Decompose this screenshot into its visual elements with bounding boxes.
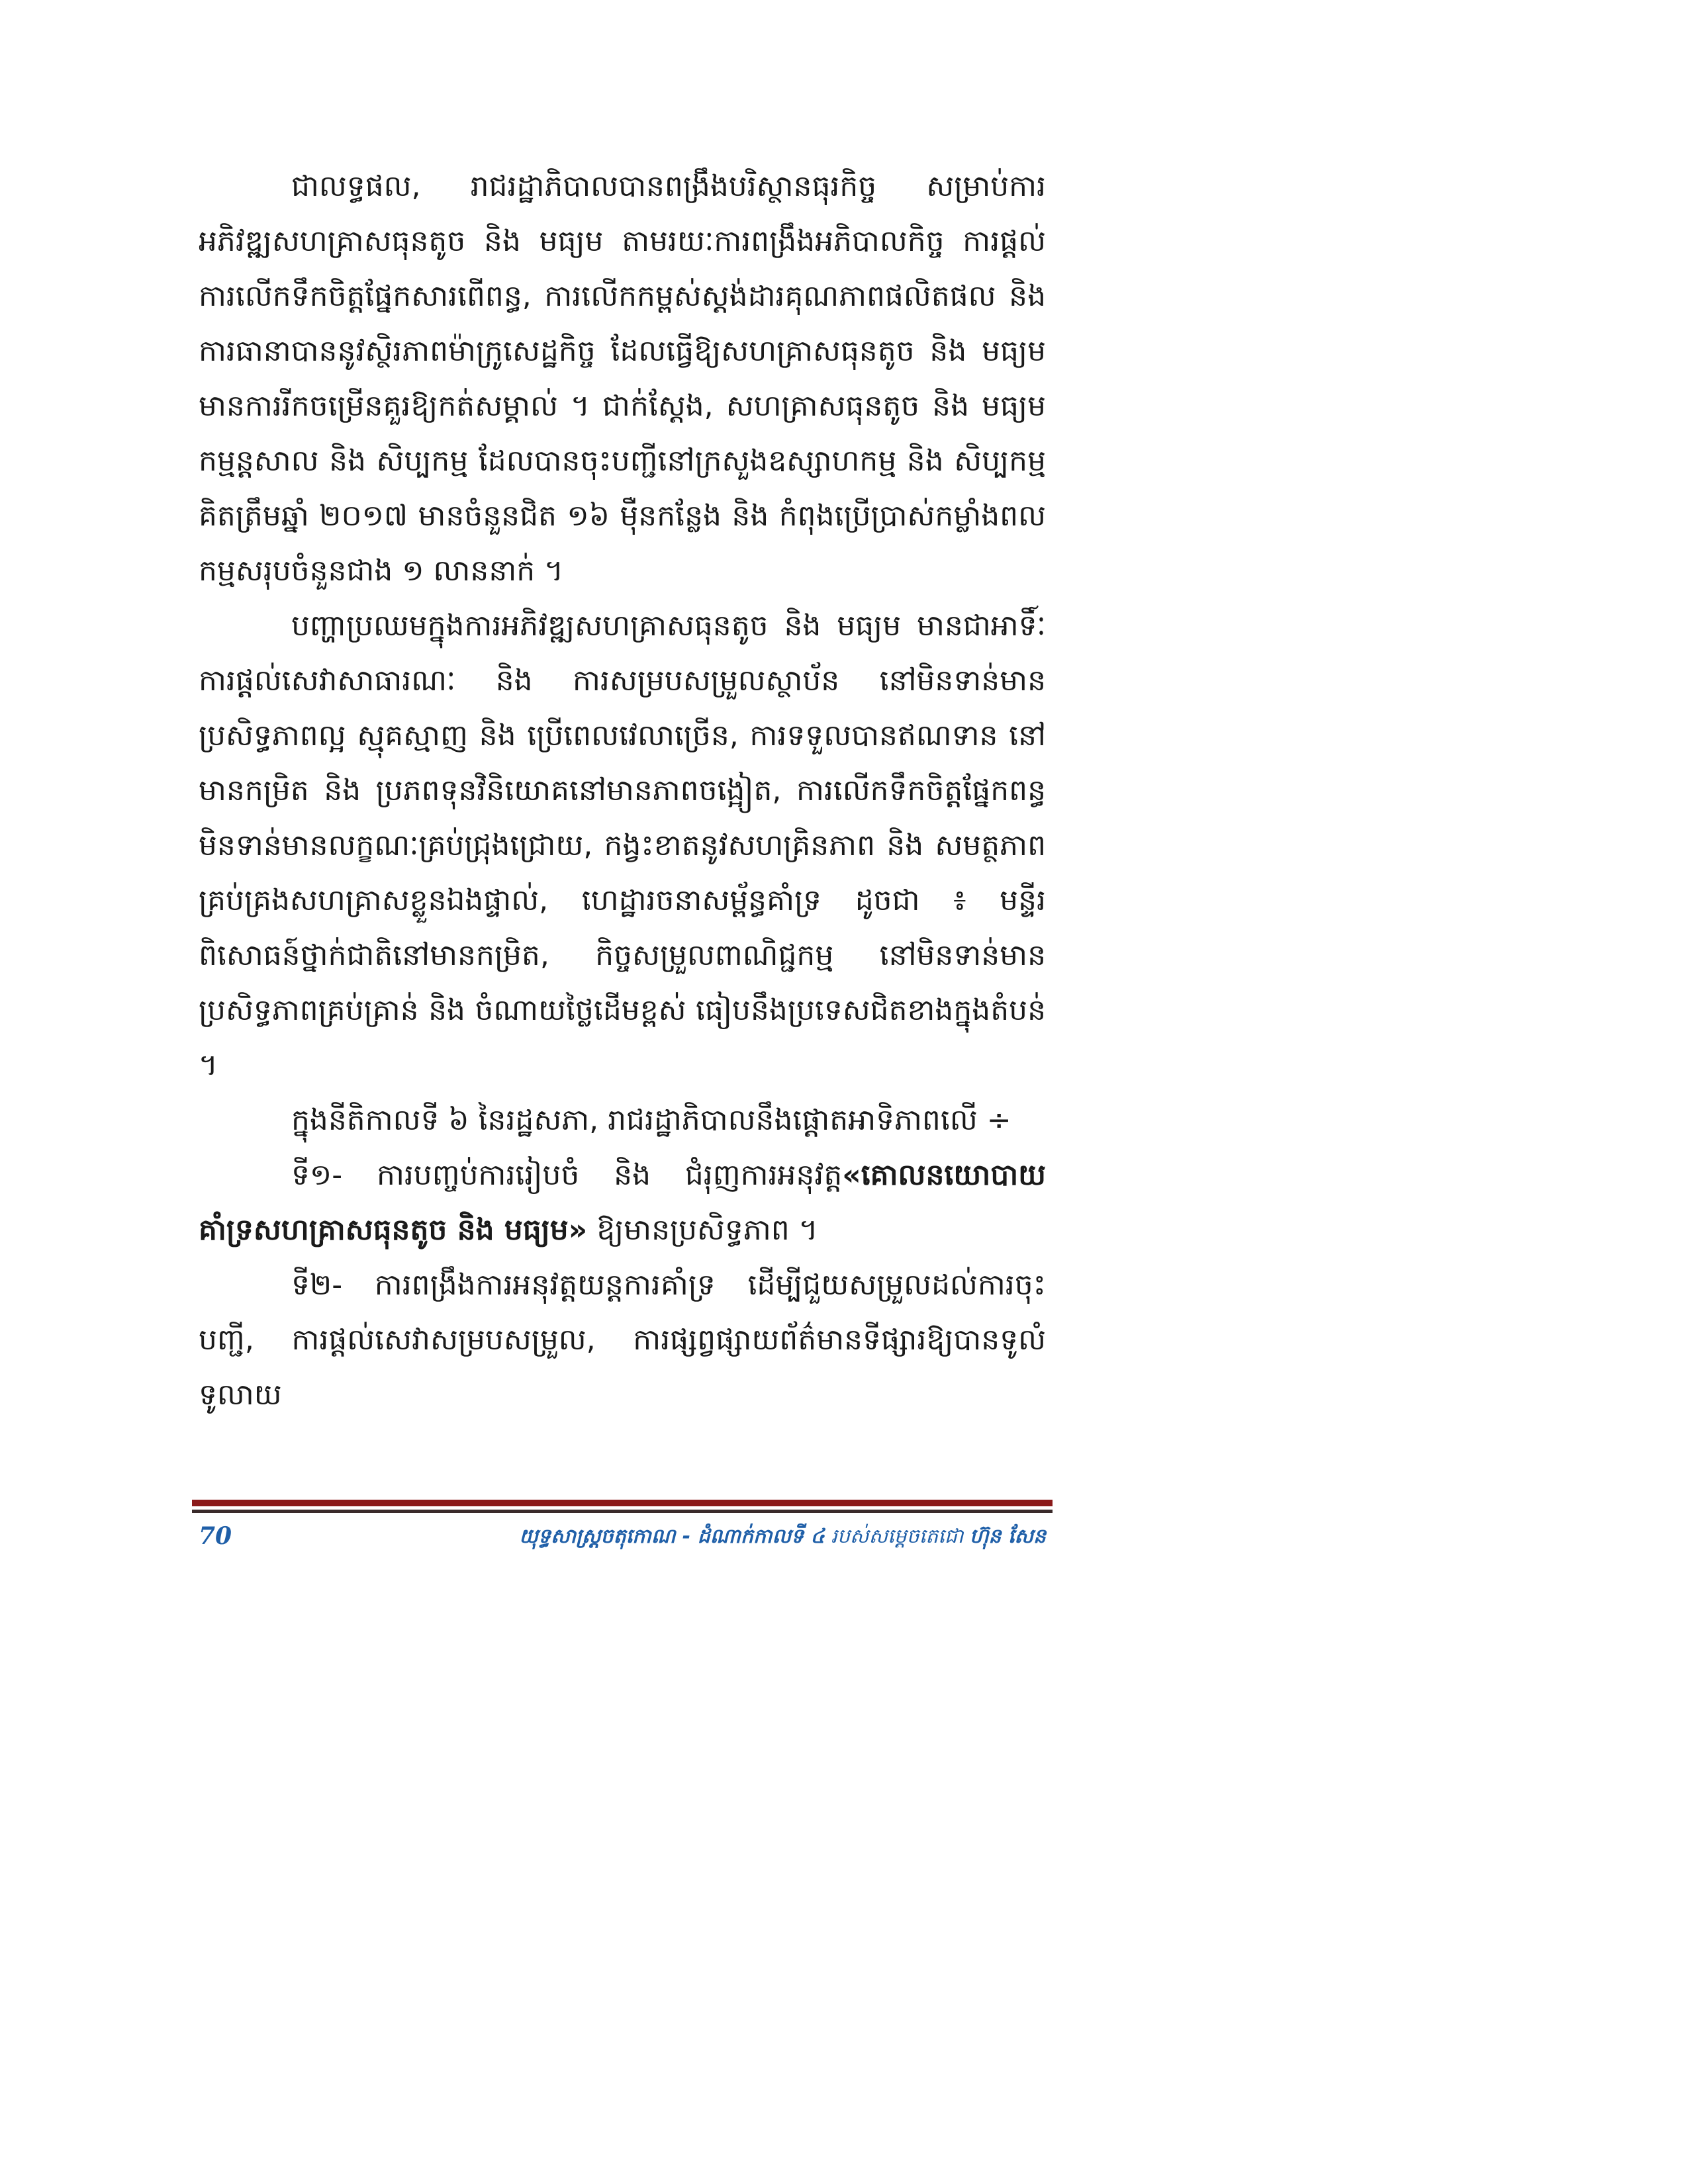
paragraph-challenges: បញ្ហាប្រឈមក្នុងការអភិវឌ្ឍសហគ្រាសធុនតូច និង មធ្យម មានជាអាទិ៍ៈ ការផ្តល់សេវាសាធារណៈ និង ការសម្របសម្រួលស្ថាប័ន នៅមិនទាន់មានប្រសិទ្ធភាពល្អ ស្មុគស្មាញ និង ប្រើពេលវេលាច្រើន, ការទទួលបានឥណទាន នៅមានកម្រិត និង ប្រភពទុនវិនិយោគនៅមានភាពចង្អៀត, ការលើកទឹកចិត្តផ្នែកពន្ធមិនទាន់មានលក្ខណៈគ្រប់ជ្រុងជ្រោយ, កង្វះខាតនូវសហគ្រិនភាព និង សមត្ថភាពគ្រប់គ្រងសហគ្រាសខ្លួនឯងផ្ទាល់, ហេដ្ឋារចនាសម្ព័ន្ធគាំទ្រ ដូចជា ៖ មន្ទីរពិសោធន៍ថ្នាក់ជាតិនៅមានកម្រិត, កិច្ចសម្រួលពាណិជ្ជកម្ម នៅមិនទាន់មានប្រសិទ្ធភាពគ្រប់គ្រាន់ និង ចំណាយថ្លៃដើមខ្ពស់ ធៀបនឹងប្រទេសជិតខាងក្នុងតំបន់ ។	[199, 609, 1046, 1082]
paragraph-priorities-intro: ក្នុងនីតិកាលទី ៦ នៃរដ្ឋសភា, រាជរដ្ឋាភិបាលនឹងផ្តោតអាទិភាពលើ ÷	[291, 1103, 1011, 1137]
footer-rule-dark	[192, 1510, 1053, 1513]
footer-rule-red	[192, 1500, 1053, 1506]
running-title-middle: របស់សម្តេចតេជោ	[824, 1525, 970, 1548]
page-body	[199, 159, 1046, 1422]
priority-1-policy-title: «គោលនយោបាយគាំទ្រសហគ្រាសធុនតូច និង មធ្យម»	[199, 1158, 1046, 1247]
running-title-name: ហ៊ុន សែន	[969, 1525, 1046, 1548]
page-number: 70	[199, 1522, 232, 1550]
footer-rule	[192, 1500, 1053, 1513]
priority-1-lead: ទី១- ការបញ្ចប់ការរៀបចំ និង ជំរុញការអនុវត្ត	[291, 1158, 843, 1192]
running-title-main: យុទ្ធសាស្ត្រចតុកោណ - ដំណាក់កាលទី ៤	[519, 1525, 825, 1548]
paragraph-results: ជាលទ្ធផល, រាជរដ្ឋាភិបាលបានពង្រឹងបរិស្ថានធុរកិច្ច សម្រាប់ការអភិវឌ្ឍសហគ្រាសធុនតូច និង មធ្យម តាមរយៈការពង្រឹងអភិបាលកិច្ច ការផ្តល់ការលើកទឹកចិត្តផ្នែកសារពើពន្ធ, ការលើកកម្ពស់ស្តង់ដារគុណភាពផលិតផល និង ការធានាបាននូវស្ថិរភាពម៉ាក្រូសេដ្ឋកិច្ច ដែលធ្វើឱ្យសហគ្រាសធុនតូច និង មធ្យម មានការរីកចម្រើនគួរឱ្យកត់សម្គាល់ ។ ជាក់ស្តែង, សហគ្រាសធុនតូច និង មធ្យម កម្មន្តសាល និង សិប្បកម្ម ដែលបានចុះបញ្ជីនៅក្រសួងឧស្សាហកម្ម និង សិប្បកម្ម គិតត្រឹមឆ្នាំ ២០១៧ មានចំនួនជិត ១៦ ម៉ឺនកន្លែង និង កំពុងប្រើប្រាស់កម្លាំងពលកម្មសរុបចំនួនជាង ១ លាននាក់ ។	[199, 169, 1046, 588]
paragraph-priority-2: ទី២- ការពង្រឹងការអនុវត្តយន្តការគាំទ្រ ដើម្បីជួយសម្រួលដល់ការចុះបញ្ជី, ការផ្តល់សេវាសម្របសម្រួល, ការផ្សព្វផ្សាយព័ត៌មានទីផ្សារឱ្យបានទូលំទូលាយ	[199, 1268, 1046, 1412]
running-title	[519, 1524, 1046, 1553]
paragraph-priority-1	[199, 1148, 1046, 1257]
priority-1-tail: ឱ្យមានប្រសិទ្ធភាព ។	[587, 1213, 818, 1247]
page-footer	[199, 1522, 1046, 1562]
